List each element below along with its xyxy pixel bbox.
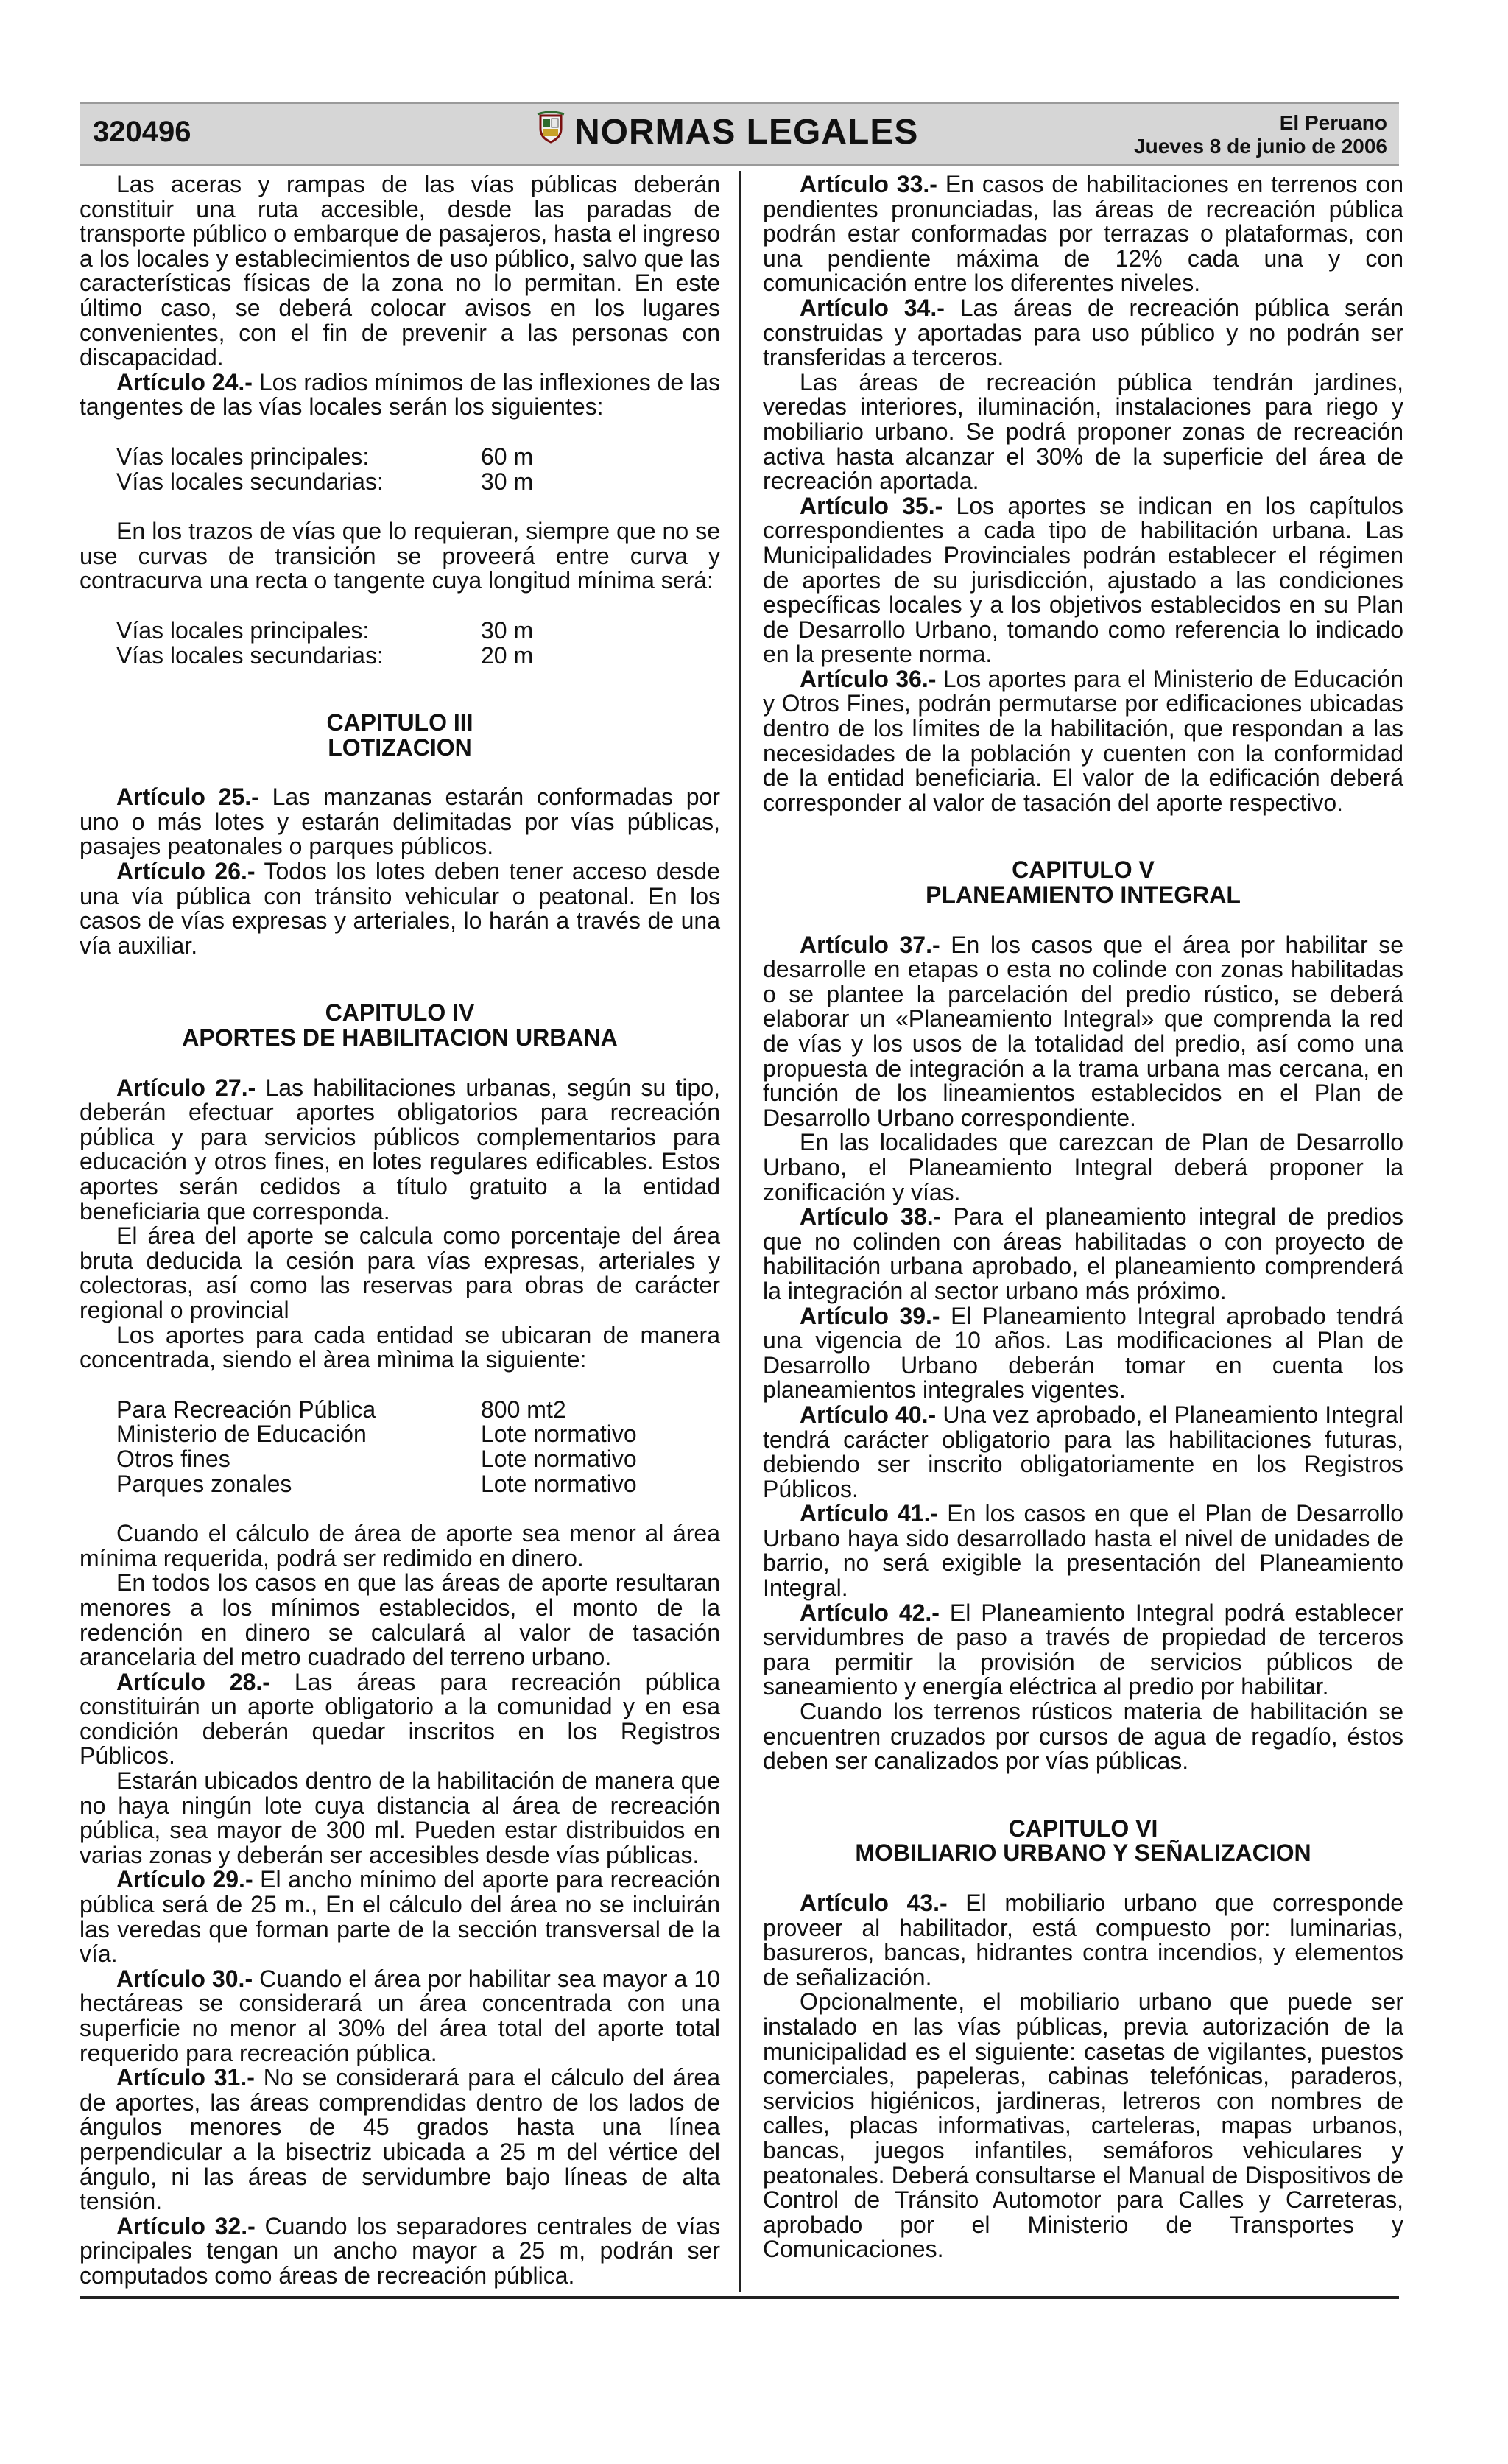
coat-of-arms-icon [536,111,566,152]
article-32 [80,2214,720,2289]
right-column [763,172,1403,2262]
table-row [116,619,533,644]
page-header [80,102,1399,166]
article-label: Artículo 28.- [116,1668,270,1695]
table-cell: Vías locales principales: [116,443,370,470]
article-label: Artículo 35.- [800,492,943,519]
article-text: Las áreas para recreación pública constituirán un aporte obligatorio a la comunidad y en esa condición deberán quedar inscritos en los Registros Públicos. [80,1668,721,1770]
chapter-heading [80,711,720,760]
newspaper-name: El Peruano [1279,111,1387,134]
paragraph: En las localidades que carezcan de Plan de Desarrollo Urbano, el Planeamiento Integral deberá proponer la zonificación y vías. [763,1129,1403,1205]
article-26 [80,859,720,958]
chapter-number: CAPITULO V [1012,856,1155,884]
article-label: Artículo 39.- [800,1302,940,1329]
article-33 [763,172,1403,296]
article-35 [763,494,1403,667]
article-text: Las áreas de recreación pública serán construidas y aportadas para uso público y no podrán ser transferidas a terceros. [763,294,1404,371]
chapter-heading [80,1001,720,1050]
article-text: Cuando los separadores centrales de vías principales tengan un ancho mayor a 25 m, podrán ser computados como áreas de recreación pública. [80,2212,721,2289]
article-37 [763,933,1403,1131]
article-34 [763,296,1403,370]
article-text: En los casos que el área por habilitar se desarrolle en etapas o esta no colinde con zonas habilitadas o se plantee la parcelación del predio rústico, se deberá elaborar un «Planeamiento Integral» que comprenda la red de vías y los usos de la totalidad del predio, así como una propuesta de integración a la trama urbana mas cercana, en función de los lineamientos establecidos en el Plan de Desarrollo Urbano correspondiente. [763,931,1404,1131]
column-divider [739,171,741,2292]
chapter-title: PLANEAMIENTO INTEGRAL [926,881,1241,909]
article-text: Cuando el área por habilitar sea mayor a 10 hectáreas se considerará un área concentrada con una superficie no menor al 30% del área total del aporte total requerido para recreación pública. [80,1965,721,2066]
paragraph: Cuando el cálculo de área de aporte sea menor al área mínima requerida, podrá ser redimido en dinero. [80,1520,720,1571]
chapter-heading [763,858,1403,907]
article-label: Artículo 24.- [116,368,253,395]
article-40 [763,1403,1403,1502]
table-cell: 30 m [481,616,534,644]
issue-date: Jueves 8 de junio de 2006 [1134,135,1387,158]
article-36 [763,667,1403,816]
article-text: Los aportes para el Ministerio de Educación y Otros Fines, podrán permutarse por edificaciones ubicadas dentro de los límites de la habilitación, que respondan a las necesidades de la población y cuenten con la conformidad de la entidad beneficiaria. El valor de la edificación deberá corresponder al valor de tasación del aporte respectivo. [763,665,1404,816]
article-text: Los radios mínimos de las inflexiones de las tangentes de las vías locales serán los siguientes: [80,368,721,420]
table-row [116,1422,637,1447]
article-label: Artículo 27.- [116,1074,256,1101]
paragraph: En todos los casos en que las áreas de aporte resultaran menores a los mínimos establecidos, el monto de la redención en dinero se calculará al valor de tasación arancelaria del metro cuadrado del terreno urbano. [80,1569,720,1671]
article-label: Artículo 26.- [116,858,256,885]
tangent-length-table [116,616,534,669]
paragraph: En los trazos de vías que lo requieran, siempre que no se use curvas de transición se proveerá entre curva y contracurva una recta o tangente cuya longitud mínima será: [80,518,720,594]
curve-radius-table [116,445,533,494]
table-cell: Para Recreación Pública [116,1395,376,1423]
table-row [116,1447,637,1472]
footer-rule [80,2296,1399,2299]
table-cell: 800 mt2 [481,1395,566,1423]
article-text: Una vez aprobado, el Planeamiento Integral tendrá carácter obligatorio para las habilitaciones futuras, debiendo ser inscrito obligatoriamente en los Registros Públicos. [763,1401,1404,1502]
article-label: Artículo 36.- [800,665,937,692]
article-39 [763,1304,1403,1403]
left-column [80,172,720,2289]
section-title [536,111,918,152]
article-label: Artículo 32.- [116,2212,256,2239]
chapter-title: LOTIZACION [328,733,472,761]
table-cell: Vías locales secundarias: [116,641,384,669]
article-label: Artículo 43.- [800,1890,948,1916]
article-label: Artículo 40.- [800,1401,937,1428]
table-cell: 20 m [481,641,534,669]
paragraph: Las áreas de recreación pública tendrán jardines, veredas interiores, iluminación, instalaciones para riego y mobiliario urbano. Se podrá proponer zonas de recreación activa hasta alcanzar el 30% de la superficie del área de recreación aportada. [763,368,1403,495]
article-30 [80,1967,720,2066]
article-31 [80,2066,720,2214]
article-text: El Planeamiento Integral aprobado tendrá una vigencia de 10 años. Las modificaciones al Plan de Desarrollo Urbano deberán tomar en cuenta los planeamientos integrales vigentes. [763,1302,1404,1404]
table-cell: Lote normativo [481,1421,637,1448]
chapter-title: MOBILIARIO URBANO Y SEÑALIZACION [855,1840,1311,1867]
article-28 [80,1670,720,1769]
chapter-number: CAPITULO IV [325,999,475,1027]
article-label: Artículo 42.- [800,1599,940,1626]
article-label: Artículo 34.- [800,294,945,321]
article-text: Todos los lotes deben tener acceso desde una vía pública con tránsito vehicular o peatonal. En los casos de vías expresas y arteriales, lo harán a través de una vía auxiliar. [80,858,721,959]
chapter-number: CAPITULO VI [1008,1814,1158,1842]
header-meta [1134,111,1387,158]
article-27 [80,1076,720,1225]
article-label: Artículo 38.- [800,1203,942,1231]
article-text: Los aportes se indican en los capítulos correspondientes a cada tipo de habilitación urbana. Las Municipalidades Provinciales podrán establecer el régimen de aportes de su jurisdicción, ajustado a las condiciones específicas locales y a los objetivos establecidos en su Plan de Desarrollo Urbano, tomando como referencia lo indicado en la presente norma. [763,492,1404,668]
article-label: Artículo 31.- [116,2064,255,2091]
article-text: El ancho mínimo del aporte para recreación pública será de 25 m., En el cálculo del área no se incluirán las veredas que forman parte de la sección transversal de la vía. [80,1866,721,1968]
article-text: Las manzanas estarán conformadas por uno o más lotes y estarán delimitadas por vías públicas, pasajes peatonales o parques públicos. [80,784,721,860]
paragraph: Opcionalmente, el mobiliario urbano que puede ser instalado en las vías públicas, previa autorización de la municipalidad es el siguiente: casetas de vigilantes, puestos comerciales, papeleras, cabinas telefónicas, paraderos, servicios higiénicos, jardineras, letreros con nombres de calles, placas informativas, carteleras, mapas urbanos, bancas, juegos infantiles, semáforos vehiculares y peatonales. Deberá consultarse el Manual de Dispositivos de Control de Tránsito Automotor para Calles y Carreteras, aprobado por el Ministerio de Transportes y Comunicaciones. [763,1988,1403,2263]
article-text: En casos de habilitaciones en terrenos con pendientes pronunciadas, las áreas de recreación pública podrán estar conformadas por terrazas o plataformas, con una pendiente máxima de 12% cada una y con comunicación entre los diferentes niveles. [763,171,1404,297]
table-cell: Lote normativo [481,1445,637,1472]
chapter-heading [763,1814,1403,1867]
article-29 [80,1868,720,1966]
table-row [116,445,533,470]
article-text: El Planeamiento Integral podrá establecer servidumbres de paso a través de propiedad de terceros para permitir la provisión de servicios públicos de saneamiento y energía eléctrica al predio por habilitar. [763,1599,1404,1700]
article-text: El mobiliario urbano que corresponde proveer al habilitador, está compuesto por: luminarias, basureros, bancas, hidrantes contra incendios, y elementos de señalización. [763,1890,1403,1990]
chapter-number: CAPITULO III [326,709,473,736]
article-text: Las habilitaciones urbanas, según su tipo, deberán efectuar aportes obligatorios para recreación pública y para servicios públicos complementarios para educación y otros fines, en lotes regulares edificables. Estos aportes serán cedidos a título gratuito a la entidad beneficiaria que corresponda. [80,1074,721,1225]
article-38 [763,1205,1403,1303]
article-text: Para el planeamiento integral de predios que no colinden con áreas habilitadas o con proyecto de habilitación urbana aprobado, el planeamiento comprenderá la integración al sector urbano más próximo. [763,1203,1404,1304]
article-43 [763,1891,1403,1990]
paragraph: Estarán ubicados dentro de la habilitación de manera que no haya ningún lote cuya distancia al área de recreación pública, sea mayor de 300 ml. Pueden estar distribuidos en varias zonas y deberán ser accesibles desde vías públicas. [80,1767,720,1868]
paragraph: Los aportes para cada entidad se ubicaran de manera concentrada, siendo el àrea mìnima la siguiente: [80,1321,720,1373]
article-label: Artículo 25.- [116,784,259,811]
paragraph: Las aceras y rampas de las vías públicas deberán constituir una ruta accesible, desde las paradas de transporte público o embarque de pasajeros, hasta el ingreso a los locales y establecimientos de uso público, salvo que las características físicas de la zona no lo permitan. En este último caso, se deberá colocar avisos en los lugares convenientes, con el fin de prevenir a las personas con discapacidad. [80,171,720,371]
article-label: Artículo 29.- [116,1866,253,1893]
article-label: Artículo 41.- [800,1500,939,1527]
article-text: En los casos en que el Plan de Desarrollo Urbano haya sido desarrollado hasta el nivel de unidades de barrio, no será exigible la presentación del Planeamiento Integral. [763,1500,1404,1602]
table-row [116,470,533,495]
table-cell: Otros fines [116,1445,230,1472]
paragraph: Cuando los terrenos rústicos materia de habilitación se encuentren cruzados por cursos de agua de regadío, éstos deben ser canalizados por vías públicas. [763,1698,1403,1775]
article-24 [80,370,720,420]
article-label: Artículo 33.- [800,171,937,197]
minimum-area-table [116,1395,637,1497]
page-number: 320496 [93,116,191,148]
table-cell: Vías locales secundarias: [116,468,384,495]
table-row [116,644,533,669]
table-cell: Vías locales principales: [116,616,370,644]
table-cell: 60 m [481,443,534,470]
article-25 [80,785,720,859]
paragraph: El área del aporte se calcula como porcentaje del área bruta deducida la cesión para vías expresas, arteriales y colectoras, así como las reservas para obras de carácter regional o provincial [80,1222,720,1323]
article-label: Artículo 37.- [800,931,940,958]
table-cell: Ministerio de Educación [116,1421,367,1448]
table-cell: Lote normativo [481,1470,637,1497]
table-cell: Parques zonales [116,1470,292,1497]
article-41 [763,1502,1403,1600]
article-label: Artículo 30.- [116,1965,253,1992]
section-title-text: NORMAS LEGALES [574,112,919,152]
article-text: No se considerará para el cálculo del área de aportes, las áreas comprendidas dentro de los lados de ángulos menores de 45 grados hasta una línea perpendicular a la bisectriz ubicada a 25 m del vértice del ángulo, ni las áreas de servidumbre bajo líneas de alta tensión. [80,2064,721,2215]
table-row [116,1472,637,1497]
article-42 [763,1601,1403,1700]
table-cell: 30 m [481,468,534,495]
chapter-title: APORTES DE HABILITACION URBANA [182,1024,618,1052]
table-row [116,1398,637,1423]
